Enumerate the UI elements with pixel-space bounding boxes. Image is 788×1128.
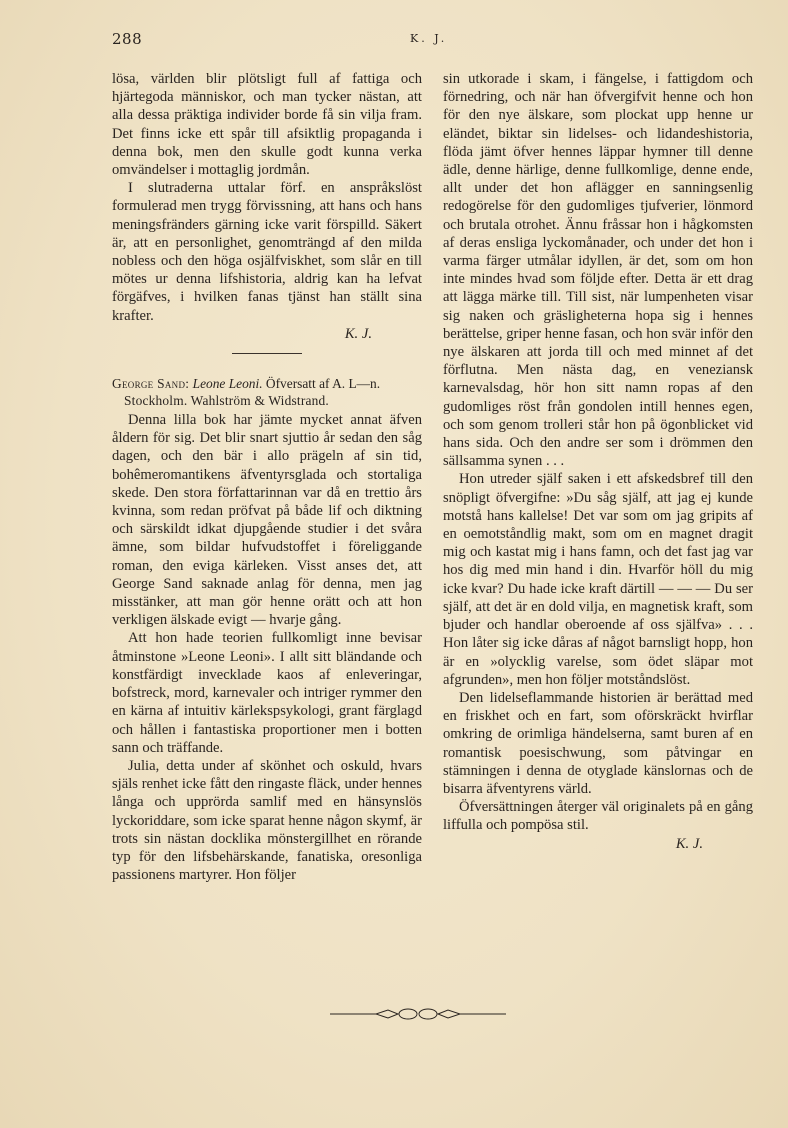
- right-column: [443, 70, 753, 853]
- paragraph: Att hon hade teorien fullkomligt inne bevisar åtminstone »Leone Leoni». I allt sitt bländande och konstfärdigt invecklade kaos af enleveringar, bofstreck, mord, karnevaler och intriger rymmer den en kärna af intuitiv kärlekspsykologi, grant färglagd och hållen i fantastiska proportioner men i botten sann och träffande.: [112, 630, 422, 756]
- left-column: [112, 70, 422, 884]
- paragraph: Hon utreder själf saken i ett afskedsbref till den snöpligt öfvergifne: »Du såg själf, att jag ej kunde motstå hans kallelse! Det var som om jag gripits af en oemotståndlig makt, som om en magnet dragit mig och kastat mig i hans famn, och det fast jag var hos dig med min hand i din. Hvarför höll du mig icke kvar? Du hade icke kraft därtill — — — Du ser själf, att det är en dold vilja, en magnetisk kraft, som bjuder och handlar oberoende af oss själfva» . . . Hon låter sig icke dåras af något barnsligt hopp, hon är en »olycklig varelse, som ödet släpar mot afgrunden», men hon följer motståndslöst.: [443, 471, 753, 688]
- paragraph: I slutraderna uttalar förf. en anspråkslöst formulerad men trygg förvissning, att hans och hans meningsfränders gärning icke varit förspilld. Säkert är, att en personlighet, genomträngd af den milda nobless och den höga osjälfviskhet, som slår en till mötes ur denna lifshistoria, aldrig kan ha lefvat förgäfves, i hvilken fanas tjänst han ställt sina krafter.: [112, 180, 422, 324]
- signature: K. J.: [675, 835, 703, 852]
- section-divider: [232, 353, 302, 354]
- page-header: [0, 30, 788, 54]
- page-number: 288: [112, 30, 143, 48]
- review-author: George Sand:: [112, 376, 190, 392]
- paragraph: lösa, världen blir plötsligt full af fattiga och hjärtegoda människor, och man tycker nästan, att alla dessa präktiga individer borde få sin vilja fram. Det finns icke ett spår till afsiktlig propaganda i denna bok, men den skulle godt kunna verka omvändelser i mottaglig jordmån.: [112, 71, 422, 179]
- paragraph: Öfversättningen återger väl originalets på en gång liffulla och pompösa stil.: [443, 799, 753, 834]
- signature: K. J.: [344, 325, 372, 342]
- review-publisher: Stockholm. Wahlström & Widstrand.: [124, 392, 329, 408]
- review-title: Leone Leoni.: [192, 376, 263, 392]
- review-translation: Öfversatt af A. L—n.: [265, 376, 381, 392]
- flourish-ornament-icon: [328, 1004, 508, 1024]
- paragraph: Denna lilla bok har jämte mycket annat äfven åldern för sig. Det blir snart sjuttio år sedan den såg dagen, och den bär i allo prägeln af sin tid, bohêmeromantikens äfventyrsglada och stortaliga skede. Den stora författarinnan var då en trettio års kvinna, som redan pröfvat på både lif och diktning och särskildt idkat djupgående studier i det svåra ämne, som bildar hufvudstoffet i föreliggande roman, den eviga kärleken. Visst anses det, att George Sand saknade anlag för denna, men jag misstänker, att man gör henne orätt och att hon verkligen älskade evigt — hvarje gång.: [112, 412, 422, 629]
- paragraph: Julia, detta under af skönhet och oskuld, hvars själs renhet icke fått den ringaste fläck, under hennes långa och upprörda samlif med en hänsynslös lyckoriddare, som icke sparat henne någon skymf, är trots sin nästan docklika mönstergillhet en rörande typ för den lifsbehärskande, fanatiska, oresonliga passionens martyrer. Hon följer: [112, 757, 422, 884]
- running-head: K. J.: [410, 32, 448, 45]
- review-heading: [112, 376, 422, 409]
- paragraph: Den lidelseflammande historien är berättad med en friskhet och en fart, som oförskräckt hvirflar omkring de orimliga händelserna, samt buren af en romantisk poesischwung, som påtvingar en stämningen i denna de otyglade känslornas och de bisarra äfventyrens värld.: [443, 689, 753, 797]
- paragraph: sin utkorade i skam, i fängelse, i fattigdom och förnedring, och när han öfvergifvit henne och hon för den nye älskare, som plockat upp henne ur eländet, biktar sin lidelses- och lidandeshistoria, flöda jämt öfver hennes läppar hymner till denne ädle, denne härlige, denne fullkomlige, denne ende, allt under det hon aflägger en sanningsenlig redogörelse för den gudomliges tjufverier, lönmord och brutala otrohet. Ännu fråssar hon i hågkomsten af deras ensliga lyckomånader, och under det hon i varma färger utmålar idyllen, är det, som om hon inte mindes hvad som följde efter. Detta är ett drag att lägga märke till. Till sist, när lumpenheten visar sig naken och gräsligheterna hopa sig i hennes berättelse, griper henne fasan, och hon svär inför den nye älskaren att jorda till och med minnet af det förflutna. Men nästa dag, en veneziansk karnevalsdag, hör hon sitt namn ropas af den gudomliges röst från gondolen intill hennes egen, och som genom trolleri står hon på ögonblicket vid hans sida. Och den andre ser som i drömmen den sällsamma synen . . .: [443, 71, 753, 470]
